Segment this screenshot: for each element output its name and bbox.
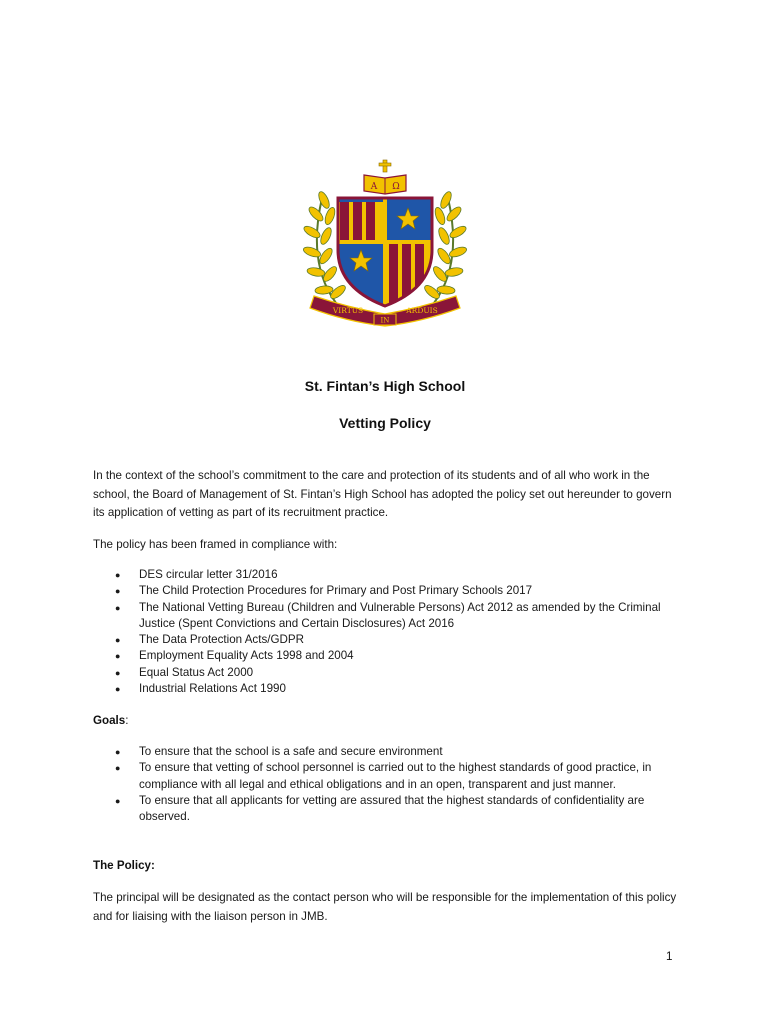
list-item: ● The Data Protection Acts/GDPR [93,632,683,648]
compliance-list [93,567,683,697]
school-crest-logo [300,158,470,330]
compliance-intro-paragraph: The policy has been framed in compliance with: [93,538,338,551]
list-item: ● Equal Status Act 2000 [93,665,683,681]
school-name-heading: St. Fintan’s High School [304,378,466,394]
cross-icon [379,160,391,172]
list-item: ● Employment Equality Acts 1998 and 2004 [93,648,683,664]
page-number: 1 [666,950,673,963]
list-item: ● To ensure that the school is a safe and secure environment [93,744,683,760]
goals-heading-colon: : [125,714,129,727]
shield-icon [338,198,432,310]
book-icon [364,175,406,194]
motto-center: IN [380,316,390,325]
motto-left: VIRTUS [332,306,364,315]
list-item: ● Industrial Relations Act 1990 [93,681,683,697]
motto-right: ARDUIS [406,306,438,315]
goals-heading [93,714,128,727]
list-item: ● The Child Protection Procedures for Primary and Post Primary Schools 2017 [93,583,683,599]
list-item: ● To ensure that vetting of school personnel is carried out to the highest standards of good practice, in compliance with all legal and ethical obligations and in an open, transparent and just manner. [93,760,683,793]
omega-letter: Ω [392,182,400,192]
policy-title-heading: Vetting Policy [339,415,431,431]
goals-heading-text: Goals [93,714,126,727]
intro-paragraph: In the context of the school’s commitment to the care and protection of its students and of all who work in the school, the Board of Management of St. Fintan’s High School has adopted the policy set out hereunder to govern its application of vetting as part of its recruitment practice. [93,469,672,520]
principal-paragraph: The principal will be designated as the contact person who will be responsible for the implementation of this policy and for liaising with the liaison person in JMB. [93,891,677,923]
list-item: ● DES circular letter 31/2016 [93,567,683,583]
alpha-letter: A [370,182,378,192]
policy-heading: The Policy: [93,859,155,872]
goals-list [93,744,683,825]
list-item: ● To ensure that all applicants for vetting are assured that the highest standards of confidentiality are observed. [93,793,683,826]
list-item: ● The National Vetting Bureau (Children and Vulnerable Persons) Act 2012 as amended by the Criminal Justice (Spent Convictions and Certain Disclosures) Act 2016 [93,600,683,633]
